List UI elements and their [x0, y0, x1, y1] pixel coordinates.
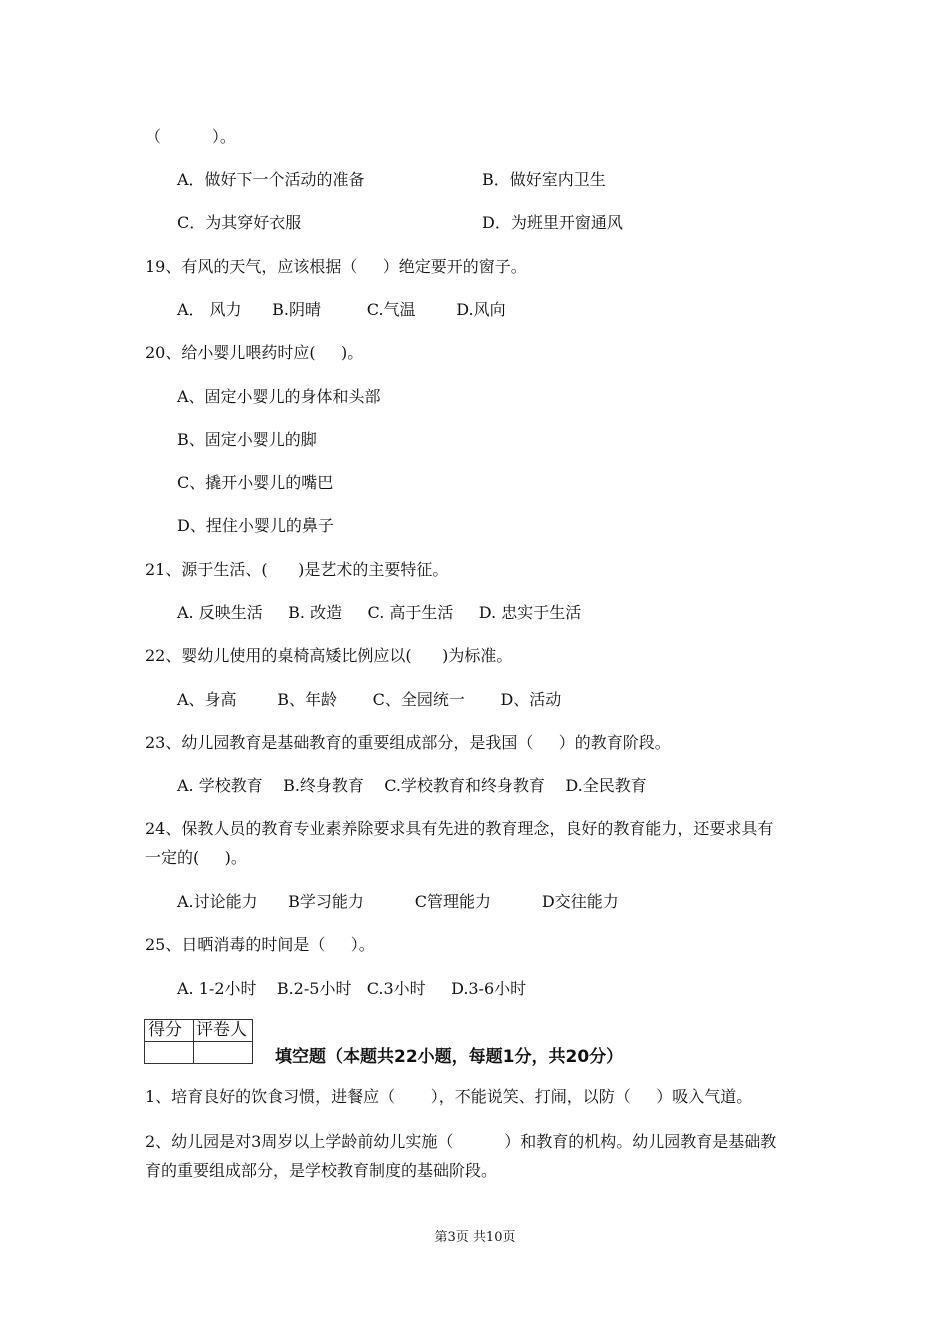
- q18-option-d: D．为班里开窗通风: [482, 213, 623, 232]
- grader-label: 评卷人: [196, 1020, 247, 1040]
- q24-options: A.讨论能力 B学习能力 C管理能力 D交往能力: [177, 892, 619, 911]
- question-23: 23、幼儿园教育是基础教育的重要组成部分，是我国（ ）的教育阶段。: [145, 733, 671, 752]
- q21-options: A. 反映生活 B. 改造 C. 高于生活 D. 忠实于生活: [177, 603, 582, 622]
- score-value-cell: [144, 1041, 194, 1064]
- question-22: 22、婴幼儿使用的桌椅高矮比例应以( )为标准。: [145, 646, 513, 665]
- q20-option-a: A、固定小婴儿的身体和头部: [177, 387, 381, 406]
- question-21: 21、源于生活、( )是艺术的主要特征。: [145, 560, 449, 579]
- q18-option-c: C．为其穿好衣服: [177, 213, 302, 232]
- q20-option-c: C、撬开小婴儿的嘴巴: [177, 473, 334, 492]
- question-19: 19、有风的天气，应该根据（ ）绝定要开的窗子。: [145, 257, 527, 276]
- q22-options: A、身高 B、年龄 C、全园统一 D、活动: [177, 690, 562, 709]
- section-title: 填空题（本题共22小题，每题1分，共20分）: [275, 1047, 624, 1067]
- q25-options: A. 1-2小时 B.2-5小时 C.3小时 D.3-6小时: [177, 979, 527, 998]
- grader-value-cell: [193, 1041, 253, 1064]
- fill-question-2-line2: 育的重要组成部分，是学校教育制度的基础阶段。: [145, 1161, 498, 1180]
- q23-options: A. 学校教育 B.终身教育 C.学校教育和终身教育 D.全民教育: [177, 776, 647, 795]
- page-footer: 第3页 共10页: [434, 1230, 516, 1245]
- fill-question-1: 1、培育良好的饮食习惯，进餐应（ ），不能说笑、打闹，以防（ ）吸入气道。: [145, 1087, 753, 1106]
- question-24-line1: 24、保教人员的教育专业素养除要求具有先进的教育理念，良好的教育能力，还要求具有: [145, 819, 774, 838]
- score-label: 得分: [148, 1020, 182, 1040]
- question-24-line2: 一定的( )。: [145, 848, 247, 867]
- q19-options: A． 风力 B.阴晴 C.气温 D.风向: [177, 300, 506, 319]
- question-20: 20、给小婴儿喂药时应( )。: [145, 343, 364, 362]
- q18-option-a: A．做好下一个活动的准备: [177, 170, 365, 189]
- q20-option-d: D、捏住小婴儿的鼻子: [177, 516, 334, 535]
- q18-option-b: B．做好室内卫生: [482, 170, 606, 189]
- q20-option-b: B、固定小婴儿的脚: [177, 430, 317, 449]
- fill-question-2-line1: 2、幼儿园是对3周岁以上学龄前幼儿实施（ ）和教育的机构。幼儿园教育是基础教: [145, 1132, 777, 1151]
- question-18-stem-end: （ ）。: [145, 127, 236, 146]
- question-25: 25、日晒消毒的时间是（ ）。: [145, 935, 375, 954]
